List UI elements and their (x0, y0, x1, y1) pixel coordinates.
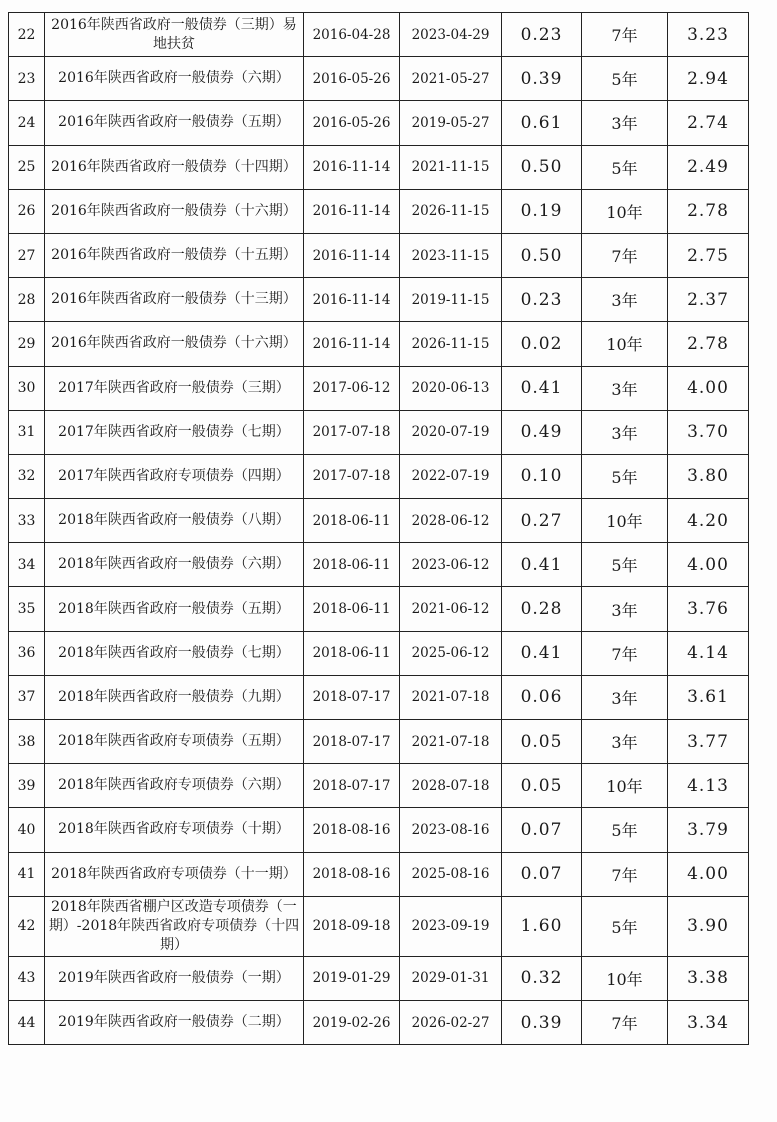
issue-date-cell: 2019-01-29 (304, 956, 400, 1000)
term-cell: 7年 (582, 13, 668, 57)
maturity-date-cell: 2025-08-16 (400, 852, 502, 896)
term-cell: 3年 (582, 720, 668, 764)
rate-cell: 4.14 (668, 631, 749, 675)
maturity-date-cell: 2026-11-15 (400, 189, 502, 233)
issue-date-cell: 2018-06-11 (304, 631, 400, 675)
maturity-date-cell: 2028-06-12 (400, 499, 502, 543)
amount-cell: 0.28 (502, 587, 582, 631)
table-row (9, 57, 749, 101)
term-cell: 10年 (582, 322, 668, 366)
issue-date-cell: 2018-08-16 (304, 808, 400, 852)
issue-date-cell: 2018-07-17 (304, 675, 400, 719)
amount-cell: 0.02 (502, 322, 582, 366)
table-row (9, 631, 749, 675)
term-cell: 3年 (582, 101, 668, 145)
row-number-cell: 28 (9, 278, 45, 322)
table-row (9, 764, 749, 808)
amount-cell: 0.27 (502, 499, 582, 543)
rate-cell: 4.20 (668, 499, 749, 543)
amount-cell: 0.05 (502, 764, 582, 808)
bond-name-cell: 2018年陕西省棚户区改造专项债券（一期）-2018年陕西省政府专项债券（十四期） (45, 896, 304, 956)
issue-date-cell: 2017-06-12 (304, 366, 400, 410)
bond-name-cell: 2018年陕西省政府专项债券（六期） (45, 764, 304, 808)
bond-name-cell: 2018年陕西省政府一般债券（七期） (45, 631, 304, 675)
rate-cell: 4.00 (668, 852, 749, 896)
rate-cell: 3.77 (668, 720, 749, 764)
bond-name-cell: 2018年陕西省政府专项债券（十一期） (45, 852, 304, 896)
table-row (9, 956, 749, 1000)
row-number-cell: 22 (9, 13, 45, 57)
bond-name-cell: 2016年陕西省政府一般债券（十六期） (45, 322, 304, 366)
term-cell: 7年 (582, 852, 668, 896)
issue-date-cell: 2019-02-26 (304, 1000, 400, 1044)
row-number-cell: 37 (9, 675, 45, 719)
term-cell: 10年 (582, 764, 668, 808)
amount-cell: 0.61 (502, 101, 582, 145)
rate-cell: 3.61 (668, 675, 749, 719)
term-cell: 5年 (582, 543, 668, 587)
amount-cell: 0.10 (502, 454, 582, 498)
bond-name-cell: 2016年陕西省政府一般债券（六期） (45, 57, 304, 101)
maturity-date-cell: 2019-11-15 (400, 278, 502, 322)
amount-cell: 0.23 (502, 13, 582, 57)
bond-name-cell: 2019年陕西省政府一般债券（一期） (45, 956, 304, 1000)
row-number-cell: 38 (9, 720, 45, 764)
issue-date-cell: 2016-11-14 (304, 233, 400, 277)
rate-cell: 3.34 (668, 1000, 749, 1044)
maturity-date-cell: 2020-06-13 (400, 366, 502, 410)
bond-name-cell: 2017年陕西省政府专项债券（四期） (45, 454, 304, 498)
issue-date-cell: 2017-07-18 (304, 454, 400, 498)
table-row (9, 13, 749, 57)
table-row (9, 145, 749, 189)
bond-name-cell: 2018年陕西省政府一般债券（八期） (45, 499, 304, 543)
amount-cell: 0.41 (502, 631, 582, 675)
rate-cell: 3.79 (668, 808, 749, 852)
issue-date-cell: 2018-07-17 (304, 720, 400, 764)
row-number-cell: 40 (9, 808, 45, 852)
amount-cell: 0.23 (502, 278, 582, 322)
maturity-date-cell: 2026-02-27 (400, 1000, 502, 1044)
row-number-cell: 25 (9, 145, 45, 189)
table-row (9, 322, 749, 366)
issue-date-cell: 2018-07-17 (304, 764, 400, 808)
amount-cell: 0.41 (502, 543, 582, 587)
rate-cell: 4.00 (668, 543, 749, 587)
maturity-date-cell: 2021-07-18 (400, 675, 502, 719)
rate-cell: 2.78 (668, 189, 749, 233)
row-number-cell: 29 (9, 322, 45, 366)
bond-name-cell: 2018年陕西省政府一般债券（五期） (45, 587, 304, 631)
bond-name-cell: 2018年陕西省政府一般债券（六期） (45, 543, 304, 587)
amount-cell: 0.49 (502, 410, 582, 454)
maturity-date-cell: 2021-05-27 (400, 57, 502, 101)
term-cell: 3年 (582, 278, 668, 322)
issue-date-cell: 2017-07-18 (304, 410, 400, 454)
maturity-date-cell: 2026-11-15 (400, 322, 502, 366)
term-cell: 3年 (582, 366, 668, 410)
table-row (9, 366, 749, 410)
maturity-date-cell: 2021-11-15 (400, 145, 502, 189)
amount-cell: 0.50 (502, 233, 582, 277)
table-row (9, 543, 749, 587)
amount-cell: 0.50 (502, 145, 582, 189)
table-row (9, 852, 749, 896)
rate-cell: 4.00 (668, 366, 749, 410)
issue-date-cell: 2016-05-26 (304, 101, 400, 145)
rate-cell: 2.74 (668, 101, 749, 145)
term-cell: 7年 (582, 1000, 668, 1044)
row-number-cell: 35 (9, 587, 45, 631)
row-number-cell: 36 (9, 631, 45, 675)
amount-cell: 0.05 (502, 720, 582, 764)
table-row (9, 587, 749, 631)
amount-cell: 0.06 (502, 675, 582, 719)
term-cell: 5年 (582, 57, 668, 101)
row-number-cell: 42 (9, 896, 45, 956)
rate-cell: 2.78 (668, 322, 749, 366)
term-cell: 3年 (582, 410, 668, 454)
row-number-cell: 41 (9, 852, 45, 896)
maturity-date-cell: 2020-07-19 (400, 410, 502, 454)
amount-cell: 0.41 (502, 366, 582, 410)
bond-name-cell: 2016年陕西省政府一般债券（十三期） (45, 278, 304, 322)
table-row (9, 675, 749, 719)
table-row (9, 233, 749, 277)
amount-cell: 0.07 (502, 852, 582, 896)
row-number-cell: 24 (9, 101, 45, 145)
rate-cell: 3.70 (668, 410, 749, 454)
issue-date-cell: 2016-04-28 (304, 13, 400, 57)
bond-name-cell: 2018年陕西省政府专项债券（十期） (45, 808, 304, 852)
rate-cell: 3.76 (668, 587, 749, 631)
table-row (9, 189, 749, 233)
term-cell: 7年 (582, 631, 668, 675)
maturity-date-cell: 2019-05-27 (400, 101, 502, 145)
bond-table (8, 12, 749, 1045)
issue-date-cell: 2018-06-11 (304, 499, 400, 543)
row-number-cell: 23 (9, 57, 45, 101)
bond-name-cell: 2017年陕西省政府一般债券（七期） (45, 410, 304, 454)
maturity-date-cell: 2025-06-12 (400, 631, 502, 675)
rate-cell: 2.37 (668, 278, 749, 322)
bond-name-cell: 2016年陕西省政府一般债券（三期）易地扶贫 (45, 13, 304, 57)
issue-date-cell: 2016-05-26 (304, 57, 400, 101)
issue-date-cell: 2016-11-14 (304, 322, 400, 366)
amount-cell: 0.19 (502, 189, 582, 233)
term-cell: 3年 (582, 587, 668, 631)
rate-cell: 2.75 (668, 233, 749, 277)
bond-name-cell: 2016年陕西省政府一般债券（五期） (45, 101, 304, 145)
table-row (9, 808, 749, 852)
issue-date-cell: 2018-06-11 (304, 587, 400, 631)
maturity-date-cell: 2023-04-29 (400, 13, 502, 57)
bond-table-body (9, 13, 749, 1045)
issue-date-cell: 2018-09-18 (304, 896, 400, 956)
bond-name-cell: 2016年陕西省政府一般债券（十六期） (45, 189, 304, 233)
term-cell: 5年 (582, 145, 668, 189)
row-number-cell: 32 (9, 454, 45, 498)
term-cell: 7年 (582, 233, 668, 277)
table-row (9, 720, 749, 764)
amount-cell: 0.39 (502, 57, 582, 101)
issue-date-cell: 2018-06-11 (304, 543, 400, 587)
rate-cell: 3.80 (668, 454, 749, 498)
row-number-cell: 44 (9, 1000, 45, 1044)
amount-cell: 0.07 (502, 808, 582, 852)
maturity-date-cell: 2021-07-18 (400, 720, 502, 764)
maturity-date-cell: 2023-06-12 (400, 543, 502, 587)
maturity-date-cell: 2029-01-31 (400, 956, 502, 1000)
amount-cell: 0.39 (502, 1000, 582, 1044)
term-cell: 10年 (582, 956, 668, 1000)
row-number-cell: 27 (9, 233, 45, 277)
table-row (9, 454, 749, 498)
rate-cell: 3.38 (668, 956, 749, 1000)
table-row (9, 101, 749, 145)
amount-cell: 0.32 (502, 956, 582, 1000)
rate-cell: 2.94 (668, 57, 749, 101)
term-cell: 10年 (582, 189, 668, 233)
row-number-cell: 43 (9, 956, 45, 1000)
table-row (9, 499, 749, 543)
term-cell: 3年 (582, 675, 668, 719)
row-number-cell: 39 (9, 764, 45, 808)
rate-cell: 4.13 (668, 764, 749, 808)
issue-date-cell: 2016-11-14 (304, 145, 400, 189)
issue-date-cell: 2018-08-16 (304, 852, 400, 896)
maturity-date-cell: 2023-08-16 (400, 808, 502, 852)
row-number-cell: 34 (9, 543, 45, 587)
bond-name-cell: 2018年陕西省政府一般债券（九期） (45, 675, 304, 719)
table-row (9, 278, 749, 322)
table-row (9, 1000, 749, 1044)
maturity-date-cell: 2022-07-19 (400, 454, 502, 498)
maturity-date-cell: 2023-09-19 (400, 896, 502, 956)
maturity-date-cell: 2023-11-15 (400, 233, 502, 277)
rate-cell: 3.90 (668, 896, 749, 956)
table-row (9, 896, 749, 956)
row-number-cell: 31 (9, 410, 45, 454)
rate-cell: 3.23 (668, 13, 749, 57)
term-cell: 5年 (582, 896, 668, 956)
amount-cell: 1.60 (502, 896, 582, 956)
term-cell: 5年 (582, 808, 668, 852)
table-row (9, 410, 749, 454)
term-cell: 5年 (582, 454, 668, 498)
row-number-cell: 30 (9, 366, 45, 410)
maturity-date-cell: 2021-06-12 (400, 587, 502, 631)
maturity-date-cell: 2028-07-18 (400, 764, 502, 808)
issue-date-cell: 2016-11-14 (304, 278, 400, 322)
row-number-cell: 33 (9, 499, 45, 543)
term-cell: 10年 (582, 499, 668, 543)
bond-name-cell: 2018年陕西省政府专项债券（五期） (45, 720, 304, 764)
bond-name-cell: 2016年陕西省政府一般债券（十四期） (45, 145, 304, 189)
bond-name-cell: 2016年陕西省政府一般债券（十五期） (45, 233, 304, 277)
bond-name-cell: 2019年陕西省政府一般债券（二期） (45, 1000, 304, 1044)
bond-name-cell: 2017年陕西省政府一般债券（三期） (45, 366, 304, 410)
rate-cell: 2.49 (668, 145, 749, 189)
row-number-cell: 26 (9, 189, 45, 233)
issue-date-cell: 2016-11-14 (304, 189, 400, 233)
